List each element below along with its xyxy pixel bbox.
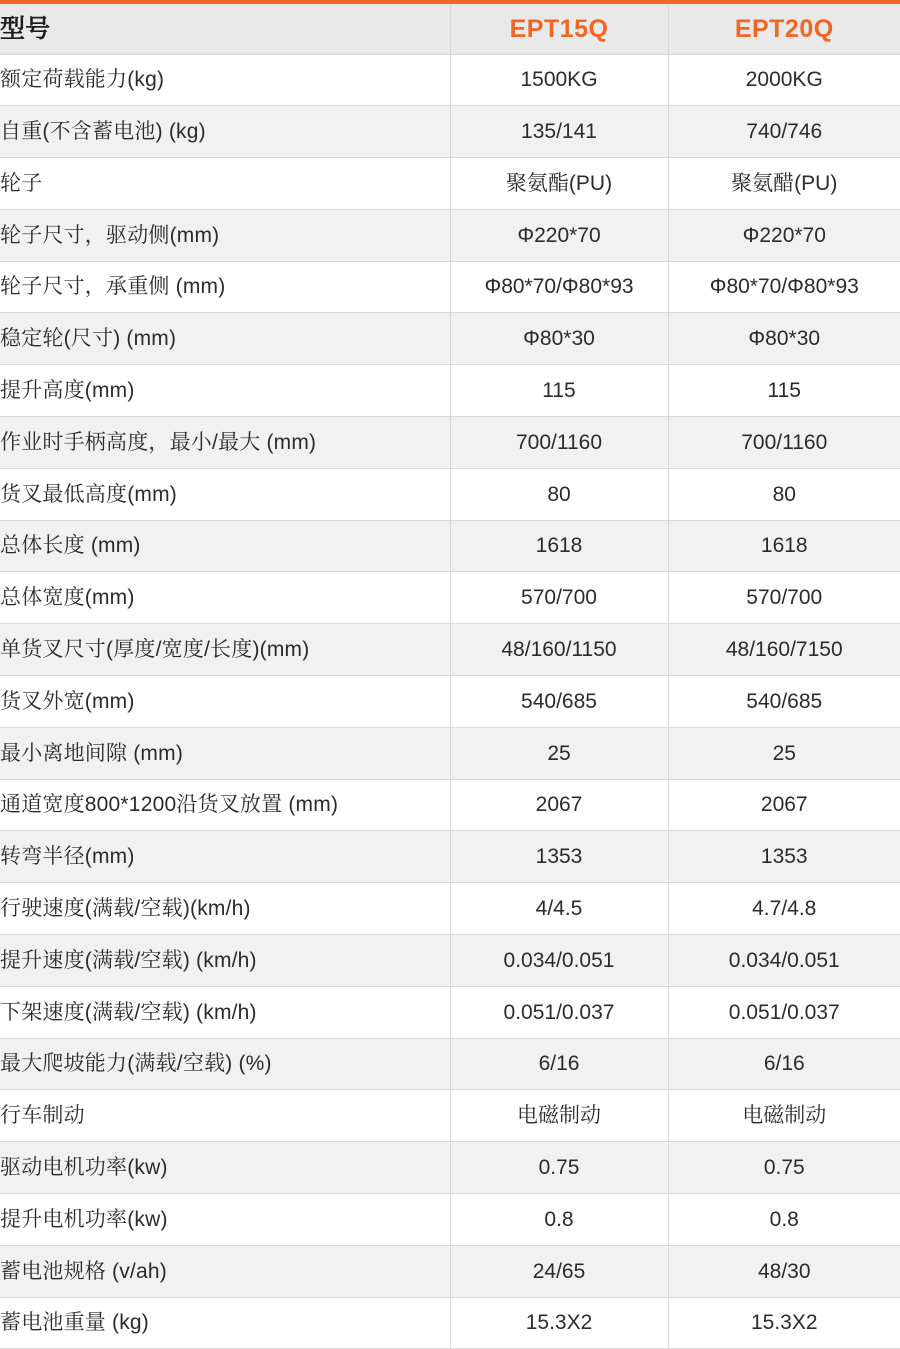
row-value-ept20q: 80 xyxy=(668,468,900,520)
row-value-ept15q: 6/16 xyxy=(450,1038,668,1090)
row-value-ept20q: 115 xyxy=(668,365,900,417)
row-label: 提升速度(满载/空载) (km/h) xyxy=(0,935,450,987)
table-row xyxy=(0,106,900,158)
row-value-ept20q: 聚氨醋(PU) xyxy=(668,158,900,210)
row-value-ept20q: 48/160/7150 xyxy=(668,624,900,676)
row-value-ept20q: 4.7/4.8 xyxy=(668,883,900,935)
table-row xyxy=(0,520,900,572)
row-label: 轮子尺寸，承重侧 (mm) xyxy=(0,261,450,313)
row-value-ept15q: 电磁制动 xyxy=(450,1090,668,1142)
table-row xyxy=(0,1038,900,1090)
row-label: 提升电机功率(kw) xyxy=(0,1194,450,1246)
table-body xyxy=(0,4,900,1349)
row-label: 行车制动 xyxy=(0,1090,450,1142)
row-label: 蓄电池规格 (v/ah) xyxy=(0,1245,450,1297)
row-label: 自重(不含蓄电池) (kg) xyxy=(0,106,450,158)
row-label: 转弯半径(mm) xyxy=(0,831,450,883)
row-label: 货叉最低高度(mm) xyxy=(0,468,450,520)
row-value-ept15q: Φ80*70/Φ80*93 xyxy=(450,261,668,313)
row-value-ept15q: 25 xyxy=(450,727,668,779)
row-label: 提升高度(mm) xyxy=(0,365,450,417)
row-value-ept20q: Φ80*70/Φ80*93 xyxy=(668,261,900,313)
table-row xyxy=(0,1090,900,1142)
table-row xyxy=(0,417,900,469)
row-value-ept20q: 0.75 xyxy=(668,1142,900,1194)
header-model-ept15q: EPT15Q xyxy=(450,4,668,54)
row-value-ept20q: Φ80*30 xyxy=(668,313,900,365)
row-value-ept20q: 1353 xyxy=(668,831,900,883)
table-row xyxy=(0,831,900,883)
table-row xyxy=(0,1142,900,1194)
row-value-ept15q: 0.051/0.037 xyxy=(450,986,668,1038)
row-value-ept15q: 聚氨酯(PU) xyxy=(450,158,668,210)
row-label: 轮子 xyxy=(0,158,450,210)
table-row xyxy=(0,158,900,210)
table-row xyxy=(0,779,900,831)
row-label: 驱动电机功率(kw) xyxy=(0,1142,450,1194)
table-row xyxy=(0,935,900,987)
table-row xyxy=(0,209,900,261)
table-header-row xyxy=(0,4,900,54)
row-value-ept15q: 4/4.5 xyxy=(450,883,668,935)
row-value-ept15q: 135/141 xyxy=(450,106,668,158)
row-value-ept15q: 24/65 xyxy=(450,1245,668,1297)
table-row xyxy=(0,624,900,676)
row-value-ept15q: 115 xyxy=(450,365,668,417)
row-value-ept15q: 15.3X2 xyxy=(450,1297,668,1349)
row-value-ept20q: 570/700 xyxy=(668,572,900,624)
table-row xyxy=(0,261,900,313)
row-value-ept20q: 0.8 xyxy=(668,1194,900,1246)
row-value-ept15q: Φ80*30 xyxy=(450,313,668,365)
row-value-ept15q: 0.8 xyxy=(450,1194,668,1246)
row-value-ept15q: 0.034/0.051 xyxy=(450,935,668,987)
row-label: 总体长度 (mm) xyxy=(0,520,450,572)
row-value-ept15q: 1618 xyxy=(450,520,668,572)
row-value-ept20q: 48/30 xyxy=(668,1245,900,1297)
row-value-ept20q: Φ220*70 xyxy=(668,209,900,261)
row-label: 最小离地间隙 (mm) xyxy=(0,727,450,779)
row-value-ept20q: 2000KG xyxy=(668,54,900,106)
header-label-model: 型号 xyxy=(0,4,450,54)
row-value-ept20q: 2067 xyxy=(668,779,900,831)
table-row xyxy=(0,1245,900,1297)
row-value-ept15q: Φ220*70 xyxy=(450,209,668,261)
row-value-ept20q: 电磁制动 xyxy=(668,1090,900,1142)
row-label: 作业时手柄高度，最小/最大 (mm) xyxy=(0,417,450,469)
row-label: 货叉外宽(mm) xyxy=(0,676,450,728)
table-row xyxy=(0,1194,900,1246)
row-label: 通道宽度800*1200沿货叉放置 (mm) xyxy=(0,779,450,831)
row-value-ept20q: 540/685 xyxy=(668,676,900,728)
table-row xyxy=(0,365,900,417)
row-value-ept15q: 0.75 xyxy=(450,1142,668,1194)
row-label: 轮子尺寸，驱动侧(mm) xyxy=(0,209,450,261)
row-label: 稳定轮(尺寸) (mm) xyxy=(0,313,450,365)
row-value-ept15q: 570/700 xyxy=(450,572,668,624)
row-value-ept15q: 700/1160 xyxy=(450,417,668,469)
row-label: 蓄电池重量 (kg) xyxy=(0,1297,450,1349)
row-value-ept20q: 700/1160 xyxy=(668,417,900,469)
table-row xyxy=(0,54,900,106)
row-value-ept20q: 6/16 xyxy=(668,1038,900,1090)
row-label: 单货叉尺寸(厚度/宽度/长度)(mm) xyxy=(0,624,450,676)
row-value-ept20q: 0.034/0.051 xyxy=(668,935,900,987)
row-value-ept20q: 740/746 xyxy=(668,106,900,158)
table-row xyxy=(0,313,900,365)
row-label: 行驶速度(满载/空载)(km/h) xyxy=(0,883,450,935)
row-label: 额定荷载能力(kg) xyxy=(0,54,450,106)
specification-table xyxy=(0,4,900,1349)
table-row xyxy=(0,883,900,935)
row-value-ept20q: 1618 xyxy=(668,520,900,572)
row-value-ept20q: 0.051/0.037 xyxy=(668,986,900,1038)
table-row xyxy=(0,727,900,779)
table-row xyxy=(0,468,900,520)
row-value-ept15q: 80 xyxy=(450,468,668,520)
row-value-ept15q: 540/685 xyxy=(450,676,668,728)
table-row xyxy=(0,986,900,1038)
row-value-ept15q: 48/160/1150 xyxy=(450,624,668,676)
table-row xyxy=(0,1297,900,1349)
row-value-ept15q: 1353 xyxy=(450,831,668,883)
row-value-ept20q: 15.3X2 xyxy=(668,1297,900,1349)
row-label: 最大爬坡能力(满载/空载) (%) xyxy=(0,1038,450,1090)
table-row xyxy=(0,572,900,624)
header-model-ept20q: EPT20Q xyxy=(668,4,900,54)
row-value-ept15q: 2067 xyxy=(450,779,668,831)
row-label: 总体宽度(mm) xyxy=(0,572,450,624)
row-label: 下架速度(满载/空载) (km/h) xyxy=(0,986,450,1038)
row-value-ept20q: 25 xyxy=(668,727,900,779)
row-value-ept15q: 1500KG xyxy=(450,54,668,106)
table-row xyxy=(0,676,900,728)
